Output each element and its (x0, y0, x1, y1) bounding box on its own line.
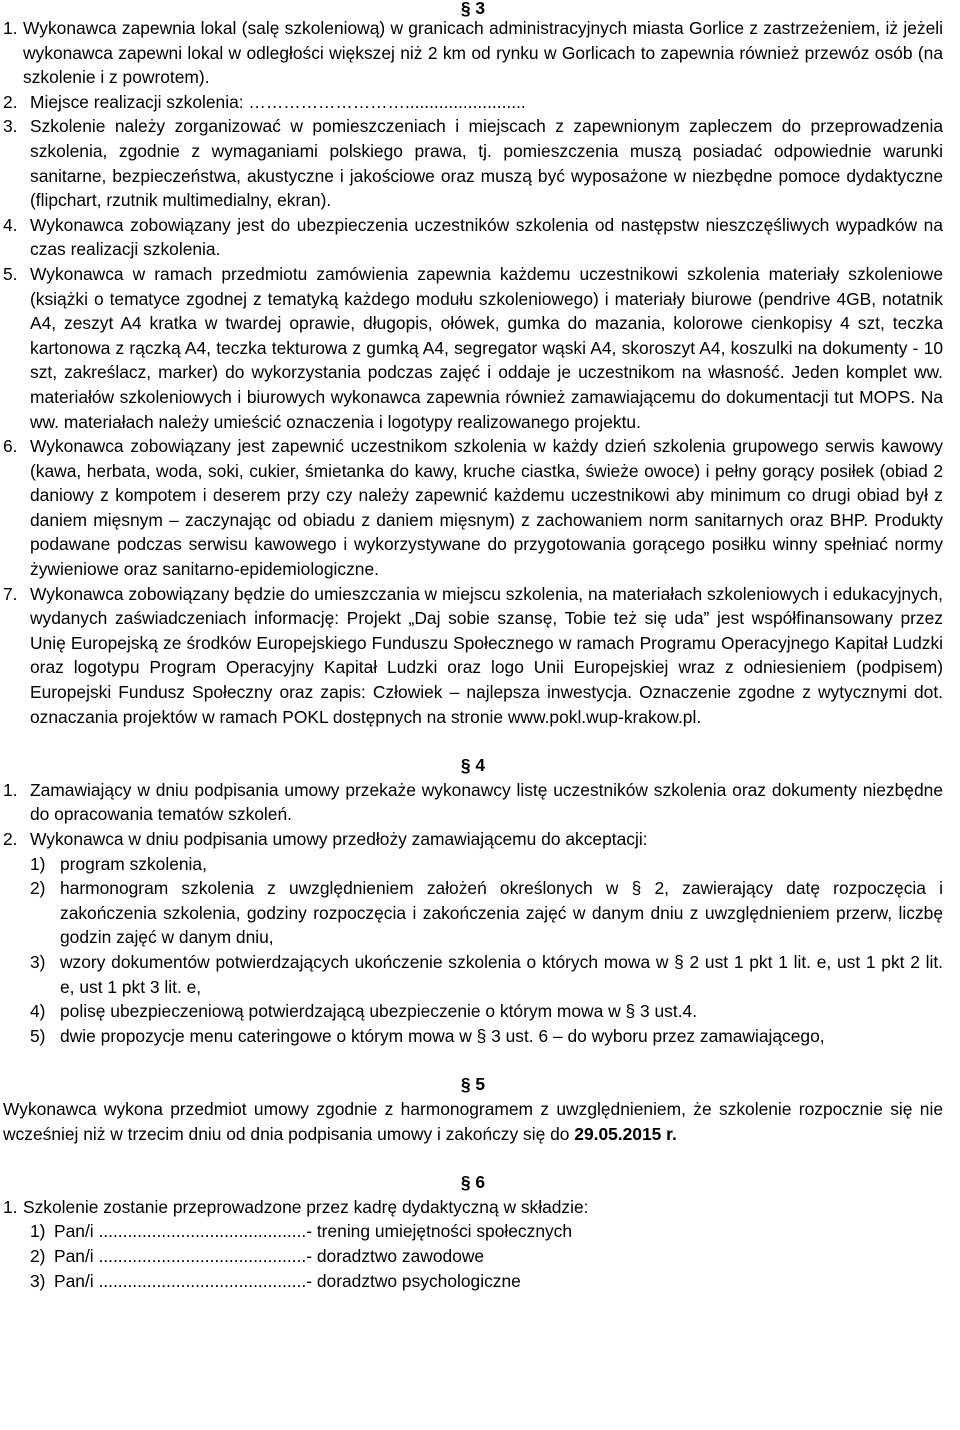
list-item-number: 1) (30, 853, 46, 874)
section-3-point-4 (3, 213, 943, 262)
list-item-text: Pan/i ...........................................- doradztwo zawodowe (54, 1245, 485, 1266)
section-4-mark: § 4 (460, 755, 486, 776)
section-5-mark: § 5 (460, 1074, 486, 1095)
section-5-date: 29.05.2015 r. (574, 1123, 677, 1144)
section-3-point-3 (3, 114, 943, 212)
section-4-heading (3, 753, 943, 778)
point-text: Zamawiający w dniu podpisania umowy przekaże wykonawcy listę uczestników szkolenia oraz dokumenty niezbędne do opracowania tematów szkoleń. (30, 779, 943, 825)
list-item (30, 1244, 943, 1269)
list-item (30, 999, 943, 1024)
list-item-number: 3) (30, 951, 46, 972)
list-item-number: 4) (30, 1001, 46, 1022)
section-5-text (3, 1097, 943, 1146)
section-5-heading (3, 1072, 943, 1097)
point-number: 1. (3, 779, 18, 800)
point-number: 3. (3, 116, 18, 137)
list-item-number: 2) (30, 1245, 46, 1266)
point-number: 7. (3, 583, 18, 604)
point-number: 2. (3, 91, 18, 112)
section-6-mark: § 6 (460, 1172, 486, 1193)
point-number: 1. (3, 18, 18, 38)
spacer (3, 729, 943, 753)
list-item-number: 3) (30, 1270, 46, 1291)
list-item-text: wzory dokumentów potwierdzających ukończenie szkolenia o których mowa w § 2 ust 1 pkt 1 lit. e, ust 1 pkt 2 lit. e, ust 1 pkt 3 lit. e, (60, 951, 943, 997)
list-item (30, 1024, 943, 1049)
list-item (30, 950, 943, 999)
section-3-point-2 (3, 90, 943, 115)
list-item-number: 2) (30, 878, 46, 899)
section-3-point-1 (3, 16, 943, 90)
point-text: Szkolenie zostanie przeprowadzone przez kadrę dydaktyczną w składzie: (23, 1196, 589, 1217)
list-item (30, 1219, 943, 1244)
list-item-number: 5) (30, 1025, 46, 1046)
spacer (3, 1048, 943, 1072)
list-item-text: Pan/i ...........................................- trening umiejętności społecznych (54, 1221, 573, 1242)
section-3-point-6 (3, 434, 943, 582)
list-item (30, 1269, 943, 1294)
point-number: 5. (3, 263, 18, 284)
point-text: Wykonawca zobowiązany jest do ubezpieczenia uczestników szkolenia od następstw nieszczęśliwych wypadków na czas realizacji szkolenia. (30, 214, 943, 260)
list-item-text: dwie propozycje menu cateringowe o którym mowa w § 3 ust. 6 – do wyboru przez zamawiającego, (60, 1025, 825, 1046)
point-number: 2. (3, 829, 18, 849)
point-number: 1. (3, 1196, 18, 1217)
list-item (30, 876, 943, 950)
point-number: 6. (3, 436, 18, 457)
point-text: Wykonawca zobowiązany będzie do umieszczania w miejscu szkolenia, na materiałach szkoleniowych i edukacyjnych, wydanych zaświadczeniach informację: Projekt „Daj sobie szansę, Tobie też się uda” jest współfinansowany przez Unię Europejską ze środków Europejskiego Funduszu Społecznego w ramach Programu Operacyjnego Kapitał Ludzki oraz logotypu Program Operacyjny Kapitał Ludzki oraz logo Unii Europejskiej wraz z odniesieniem (podpisem) Europejski Fundusz Społeczny oraz zapis: Człowiek – najlepsza inwestycja. Oznaczenie zgodne z wytycznymi dot. oznaczania projektów w ramach POKL dostępnych na stronie www.pokl.wup-krakow.pl. (30, 583, 943, 727)
point-text: Wykonawca w ramach przedmiotu zamówienia zapewnia każdemu uczestnikowi szkolenia materiały szkoleniowe (książki o tematyce zgodnej z tematyką każdego modułu szkoleniowego) i materiały biurowe (pendrive 4GB, notatnik A4, zeszyt A4 kratka w twardej oprawie, długopis, ołówek, gumka do mazania, kolorowe cienkopisy 4 szt, teczka kartonowa z rączką A4, teczka tekturowa z gumką A4, segregator wąski A4, skoroszyt A4, koszulki na dokumenty - 10 szt, zakreślacz, marker) do wykorzystania podczas zajęć i oddaje je uczestnikom na własność. Jeden komplet ww. materiałów szkoleniowych i biurowych wykonawca zapewnia również zamawiającemu do dokumentacji tut MOPS. Na ww. materiałach należy umieścić oznaczenia i logotypy realizowanego projektu. (30, 263, 943, 432)
point-text: Miejsce realizacji szkolenia: ………………………......................... (30, 91, 526, 112)
point-text: Wykonawca w dniu podpisania umowy przedłoży zamawiającemu do akceptacji: (30, 829, 648, 849)
section-3-point-5 (3, 262, 943, 434)
section-3-mark: § 3 (460, 0, 486, 18)
point-text: Szkolenie należy zorganizować w pomieszczeniach i miejscach z zapewnionym zapleczem do przeprowadzenia szkolenia, zgodnie z wymaganiami polskiego prawa, tj. pomieszczenia muszą posiadać odpowiednie warunki sanitarne, bezpieczeństwa, akustyczne i jakościowe oraz muszą być wyposażone w niezbędne pomoce dydaktyczne (flipchart, rzutnik multimedialny, ekran). (30, 116, 943, 211)
list-item-text: polisę ubezpieczeniową potwierdzającą ubezpieczenie o którym mowa w § 3 ust.4. (60, 1001, 698, 1022)
list-item (30, 852, 943, 877)
list-item-text: harmonogram szkolenia z uwzględnieniem założeń określonych w § 2, zawierający datę rozpoczęcia i zakończenia szkolenia, godziny rozpoczęcia i zakończenia zajęć w danym dniu z uwzględnieniem przerw, liczbę godzin zajęć w danym dniu, (60, 878, 943, 948)
point-text: Wykonawca zobowiązany jest zapewnić uczestnikom szkolenia w każdy dzień szkolenia grupowego serwis kawowy (kawa, herbata, woda, soki, cukier, śmietanka do kawy, kruche ciastka, świeże owoce) i pełny gorący posiłek (obiad 2 daniowy z kompotem i deserem przy czy należy zapewnić każdemu uczestnikowi aby minimum co drugi obiad był z daniem mięsnym – zaczynając od obiadu z daniem mięsnym) z zachowaniem norm sanitarnych oraz BHP. Produkty podawane podczas serwisu kawowego i wykorzystywane do przygotowania gorącego posiłku winny spełniać normy żywieniowe oraz sanitarno-epidemiologiczne. (30, 436, 943, 580)
point-text: Wykonawca zapewnia lokal (salę szkoleniową) w granicach administracyjnych miasta Gorlice z zastrzeżeniem, iż jeżeli wykonawca zapewni lokal w odległości większej niż 2 km od rynku w Gorlicach to zapewnia również przewóz osób (na szkolenie i z powrotem). (23, 18, 943, 88)
section-6-list (3, 1219, 943, 1293)
section-4-list (3, 852, 943, 1049)
section-4-point-2 (3, 827, 943, 852)
list-item-text: program szkolenia, (60, 853, 207, 874)
section-3-heading (3, 2, 943, 16)
spacer (3, 1146, 943, 1170)
list-item-number: 1) (30, 1221, 46, 1242)
section-6-heading (3, 1170, 943, 1195)
section-5-body: Wykonawca wykona przedmiot umowy zgodnie z harmonogramem z uwzględnieniem, że szkolenie rozpocznie się nie wcześniej niż w trzecim dniu od dnia podpisania umowy i zakończy się do (3, 1098, 943, 1144)
list-item-text: Pan/i ...........................................- doradztwo psychologiczne (54, 1270, 521, 1291)
section-4-point-1 (3, 778, 943, 827)
section-6-point-1 (3, 1195, 943, 1220)
section-3-point-7 (3, 582, 943, 730)
point-number: 4. (3, 214, 18, 235)
